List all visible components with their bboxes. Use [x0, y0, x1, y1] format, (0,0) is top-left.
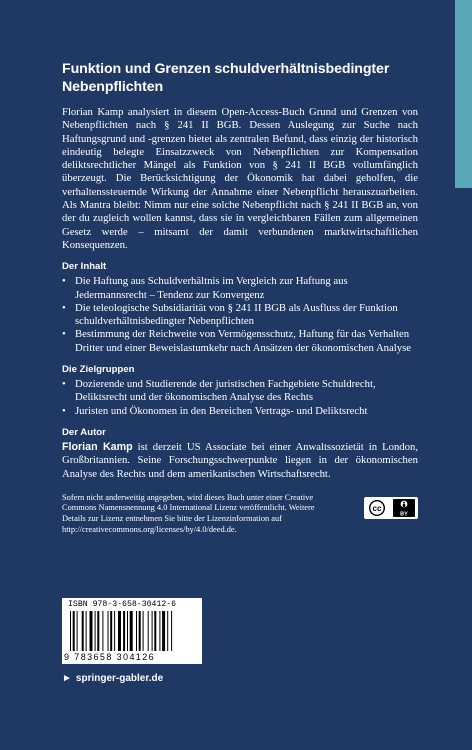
- zielgruppen-heading: Die Zielgruppen: [62, 364, 135, 376]
- author-bio: ist derzeit US Associate bei einer Anwaltssozietät in London, Großbritannien. Seine Forschungsschwerpunkte liegen in der ökonomischen Analyse des Rechts und dem amerikanischen Wirtschaftsrecht.: [62, 440, 418, 480]
- list-item: • Dozierende und Studierende der juristischen Fachgebiete Schuldrecht, Deliktsrecht und der ökonomischen Analyse des Rechts: [62, 378, 418, 405]
- cc-icon: [368, 499, 386, 517]
- intro-paragraph: Florian Kamp analysiert in diesem Open-Access-Buch Grund und Grenzen von Nebenpflichten nach § 241 II BGB. Dessen Auslegung zur Suche nach Haftungsgrund und -grenzen bietet als zentralen Befund, dass einzig der historisch eindeutig belegte Einsatzzweck von Nebenpflichten zur Kompensation deliktsrechtlicher Mängel als Funktion von § 241 II BGB vollumfänglich überzeugt. Die Berücksichtigung der Ökonomik hat dabei geholfen, die verhaltenssteuernde Wirkung der Annahme einer Nebenpflicht herauszuarbeiten. Als Mantra bleibt: Nimm nur eine solche Nebenpflicht nach § 241 II BGB an, von der du zugleich wollen kannst, dass sie in vergleichbaren Fällen zum allgemeinen Gesetz werde – mitsamt der damit verbundenen marktwirtschaftlichen Konsequenzen.: [62, 106, 418, 251]
- license-row: [62, 493, 418, 535]
- author-paragraph: [62, 441, 418, 481]
- autor-heading: Der Autor: [62, 426, 106, 438]
- cc-by-badge: [364, 497, 418, 519]
- barcode-digits: 9 783658 304126: [64, 652, 156, 662]
- zielgruppen-list: [62, 378, 418, 418]
- inhalt-list: [62, 275, 418, 355]
- isbn-barcode: [62, 598, 202, 664]
- isbn-text: ISBN 978-3-658-30412-6: [68, 600, 177, 609]
- list-item: • Juristen und Ökonomen in den Bereichen Vertrags- und Deliktsrecht: [62, 405, 418, 418]
- book-title: [62, 60, 418, 96]
- website-url: springer-gabler.de: [75, 673, 164, 684]
- cc-label: cc: [372, 503, 381, 513]
- author-name: Florian Kamp: [62, 440, 133, 453]
- inhalt-heading: Der Inhalt: [62, 261, 107, 273]
- barcode-icon: [70, 611, 194, 651]
- license-text: Sofern nicht anderweitig angegeben, wird dieses Buch unter einer Creative Commons Namensnennung 4.0 International Lizenz veröffentlicht. Weitere Details zur Lizenz entnehmen Sie bitte der Lizenzinformation auf http://creativecommons.org/licenses/by/4.0/deed.de.: [62, 492, 315, 534]
- list-item: • Die Haftung aus Schuldverhältnis im Vergleich zur Haftung aus Jedermannsrecht – Tendenz zur Konvergenz: [62, 275, 418, 302]
- website: [62, 673, 163, 684]
- title-line-1: Funktion und Grenzen schuldverhältnisbedingter: [62, 61, 390, 77]
- list-item: • Die teleologische Subsidiarität von § 241 II BGB als Ausfluss der Funktion schuldverhältnisbedingter Nebenpflichten: [62, 302, 418, 329]
- back-cover-text: [62, 60, 418, 535]
- title-line-2: Nebenpflichten: [62, 79, 164, 95]
- list-item: • Bestimmung der Reichweite von Vermögensschutz, Haftung für das Verhalten Dritter und einer Beweislastumkehr nach Ansätzen der ökonomischen Analyse: [62, 328, 418, 355]
- by-person-icon: [393, 499, 415, 517]
- by-label: BY: [399, 511, 408, 517]
- arrow-icon: ►: [62, 673, 72, 684]
- side-color-tab: [455, 0, 472, 188]
